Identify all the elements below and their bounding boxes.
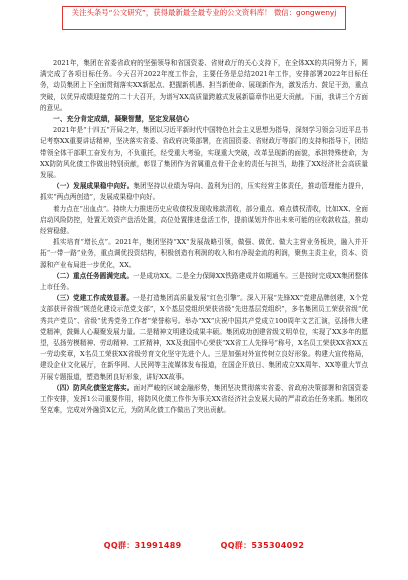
qq-group-2: QQ群：535304092 bbox=[220, 541, 305, 550]
subheading-2: （二）重点任务圆满完成。 bbox=[53, 271, 133, 280]
paragraph-3-text: 集团坚持以业绩为导向、盈利为目的，压实经营主体责任，推动管理能力提升，抓实“两点两创造”，发展成果稳中向好。 bbox=[40, 182, 368, 202]
paragraph-3 bbox=[40, 181, 368, 203]
section-heading-1: 一、充分肯定成绩，凝聚智慧，坚定发展信心 bbox=[53, 115, 190, 124]
paragraph-6 bbox=[40, 271, 368, 293]
intro-paragraph: 2021年，集团在省委省政府的坚强领导和省国资委、省财政厅的关心支持下，在全体XX的共同努力下，圆满完成了各项目标任务。今天召开2022年度工作会，主要任务是总结2021年工作，安排部署2022年目标任务，动员集团上下全面贯彻落实XX新起点、把握新机遇、担当新使命、展现新作为，激发活力、鼓足干劲，重点突破，以优异成绩迎接党的二十大召开，为谱写XX高质量跨越式发展新篇章作出更大贡献。下面，我讲三个方面的意见。 bbox=[40, 59, 368, 112]
promo-banner-line: 关注头条号“公文研究”，获得最新最全最专业的公文资料库！ 微信：gongwenyj bbox=[71, 8, 337, 17]
paragraph-7 bbox=[40, 293, 368, 383]
qq-group-1: QQ群：31991489 bbox=[103, 541, 182, 550]
promo-banner bbox=[62, 6, 346, 30]
subheading-1: （一）发展成果稳中向好。 bbox=[53, 182, 134, 191]
footer-contact bbox=[0, 540, 408, 551]
paragraph-4: 着力点在“出血点”。持续大力推进历史应收债权发现收账款清收，部分重点、难点债权清收，比如XX、全面启动风险防控，处置无效资产盘活处置，高位处置推进盘活工作，提前谋划并作出未来可能的应收款收益，推动经营稳健。 bbox=[40, 204, 368, 236]
document-body bbox=[40, 58, 368, 417]
paragraph-7-text: 一是打造集团高质量发展“红色引擎”。深入开展“先锋XX”党建品牌创建，X个党支部获评省级“规范化建设示范党支部”，X个基层党组织荣获省级“先进基层党组织”，多名集团员工荣获省级“优秀共产党员”、省级“优秀党务工作者”荣誉称号。举办“XX”庆祝中国共产党成立100周年文艺汇演，弘扬伟大建党精神，鼓舞人心凝聚发展力量。二是精神文明建设成果丰硕。集团成功创建省级文明单位，实现了XX多年的愿望，弘扬劳模精神、劳动精神、工匠精神，XX及我国中心荣获“XX省工人先锋号”称号，X名员工荣获XX省XX五一劳动奖章，X名员工荣获XX省级劳育文化坚守先进个人。三是加强对外宣传树立良好形象。构建大宣传格局，建设企业文化展厅，在新华网、人民网等主流媒体发布报道，在国企开放日、集团成立XX周年、XX等重大节点开展专题报道，塑造集团良好形象，讲好XX故事。 bbox=[40, 294, 368, 381]
subheading-3: （三）党建工作成效显著。 bbox=[53, 294, 134, 303]
paragraph-2: 2021年是“十四五”开局之年，集团以习近平新时代中国特色社会主义思想为指导，深刻学习领会习近平总书记考察XX重要讲话精神，坚决落实省委、省政府决策部署，在省国资委、省财政厅等部门的支持和指导下，团结带领全体干部职工奋发有为，不负重托，经受重大考验，实现重大突破，改革呈现新的面貌，承担特殊使命，为XX防防风化债工作做出特别贡献，彰显了集团作为省属重点骨干企业的责任与担当，助推了XX经济社会高质量发展。 bbox=[40, 126, 368, 180]
paragraph-8-text: 面对严峻的区域金融形势，集团坚决贯彻落实省委、省政府决策部署和省国资委工作安排，发挥1公司重要作用，将防风化债工作作为事关XX省经济社会发展大局的严肃政治任务来抓。集团攻坚克难，完成对外融资X亿元，为防风化债工作做出了突出贡献。 bbox=[40, 383, 368, 415]
paragraph-5: 抓实培育“增长点”。2021年，集团坚持“XX”发展战略引领，做强、做优、做大主营业务板块，融入并开拓“一带一路”业务，重点调优投资结构，积极创造有利润的收入和有净现金流的利润，聚焦主责主业，资本、资源和产业布局进一步优化，XX。 bbox=[40, 238, 368, 269]
paragraph-6-text: 一是成功XX。二是全力保障XX铁路建成并如期通车。三是按时完成XX集团整体上市任务。 bbox=[40, 271, 368, 292]
subheading-4: （四）防风化债坚定落实。 bbox=[53, 383, 134, 392]
paragraph-8 bbox=[40, 383, 368, 417]
